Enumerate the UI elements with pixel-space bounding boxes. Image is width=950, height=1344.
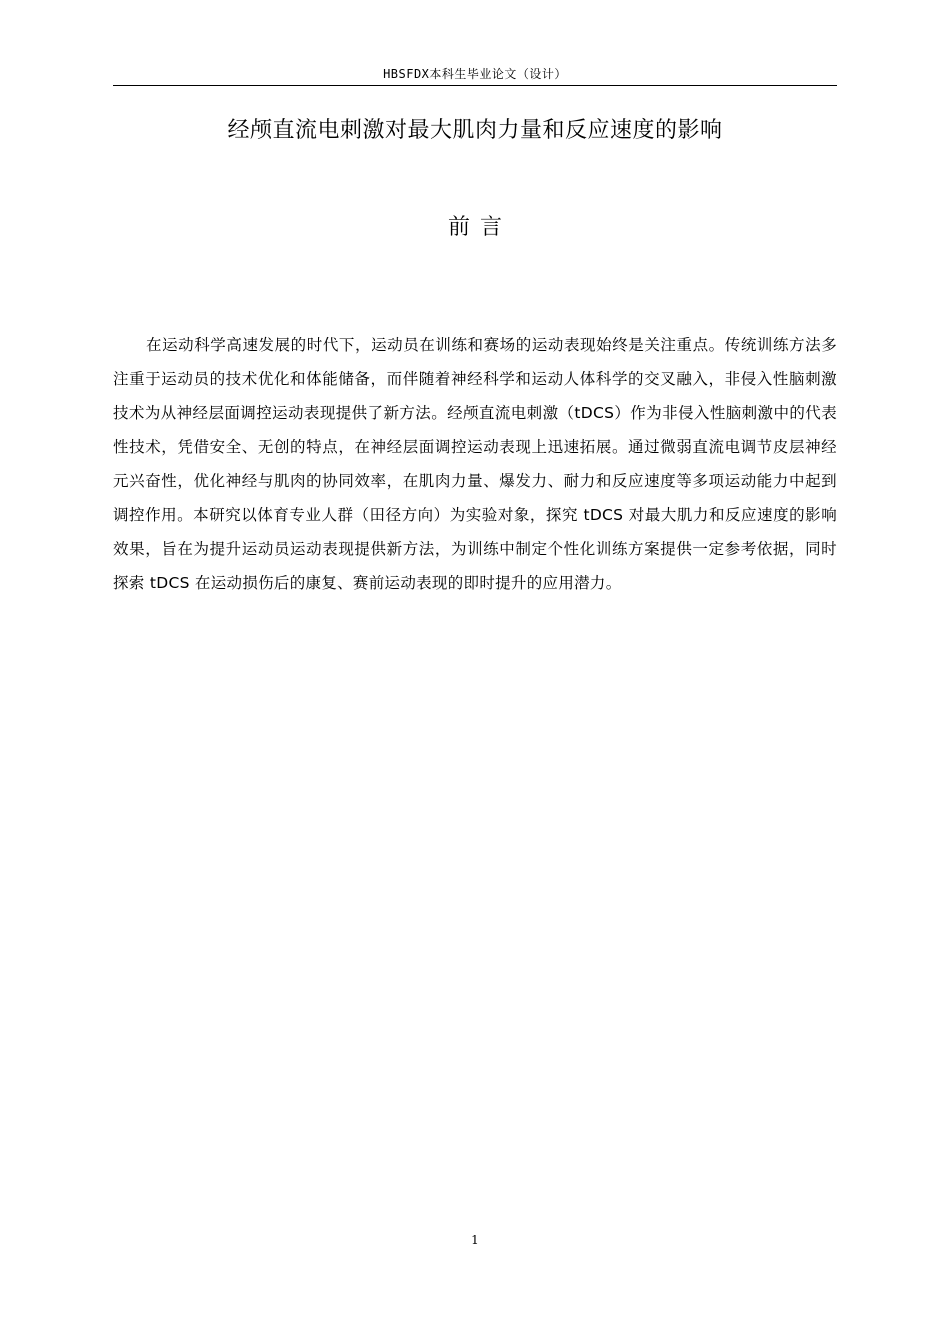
page-number: 1 xyxy=(471,1233,479,1247)
section-heading-preface: 前言 xyxy=(447,215,512,240)
thesis-title: 经颅直流电刺激对最大肌肉力量和反应速度的影响 xyxy=(227,118,723,143)
running-header: HBSFDX本科生毕业论文（设计） xyxy=(383,67,567,81)
preface-paragraph: 在运动科学高速发展的时代下，运动员在训练和赛场的运动表现始终是关注重点。传统训练方法多注重于运动员的技术优化和体能储备，而伴随着神经科学和运动人体科学的交叉融入，非侵入性脑刺激技术为从神经层面调控运动表现提供了新方法。经颅直流电刺激（tDCS）作为非侵入性脑刺激中的代表性技术，凭借安全、无创的特点，在神经层面调控运动表现上迅速拓展。通过微弱直流电调节皮层神经元兴奋性，优化神经与肌肉的协同效率，在肌肉力量、爆发力、耐力和反应速度等多项运动能力中起到调控作用。本研究以体育专业人群（田径方向）为实验对象，探究 tDCS 对最大肌力和反应速度的影响效果，旨在为提升运动员运动表现提供新方法，为训练中制定个性化训练方案提供一定参考依据，同时探索 tDCS 在运动损伤后的康复、赛前运动表现的即时提升的应用潜力。 xyxy=(113,336,837,592)
header-rule xyxy=(113,85,837,86)
